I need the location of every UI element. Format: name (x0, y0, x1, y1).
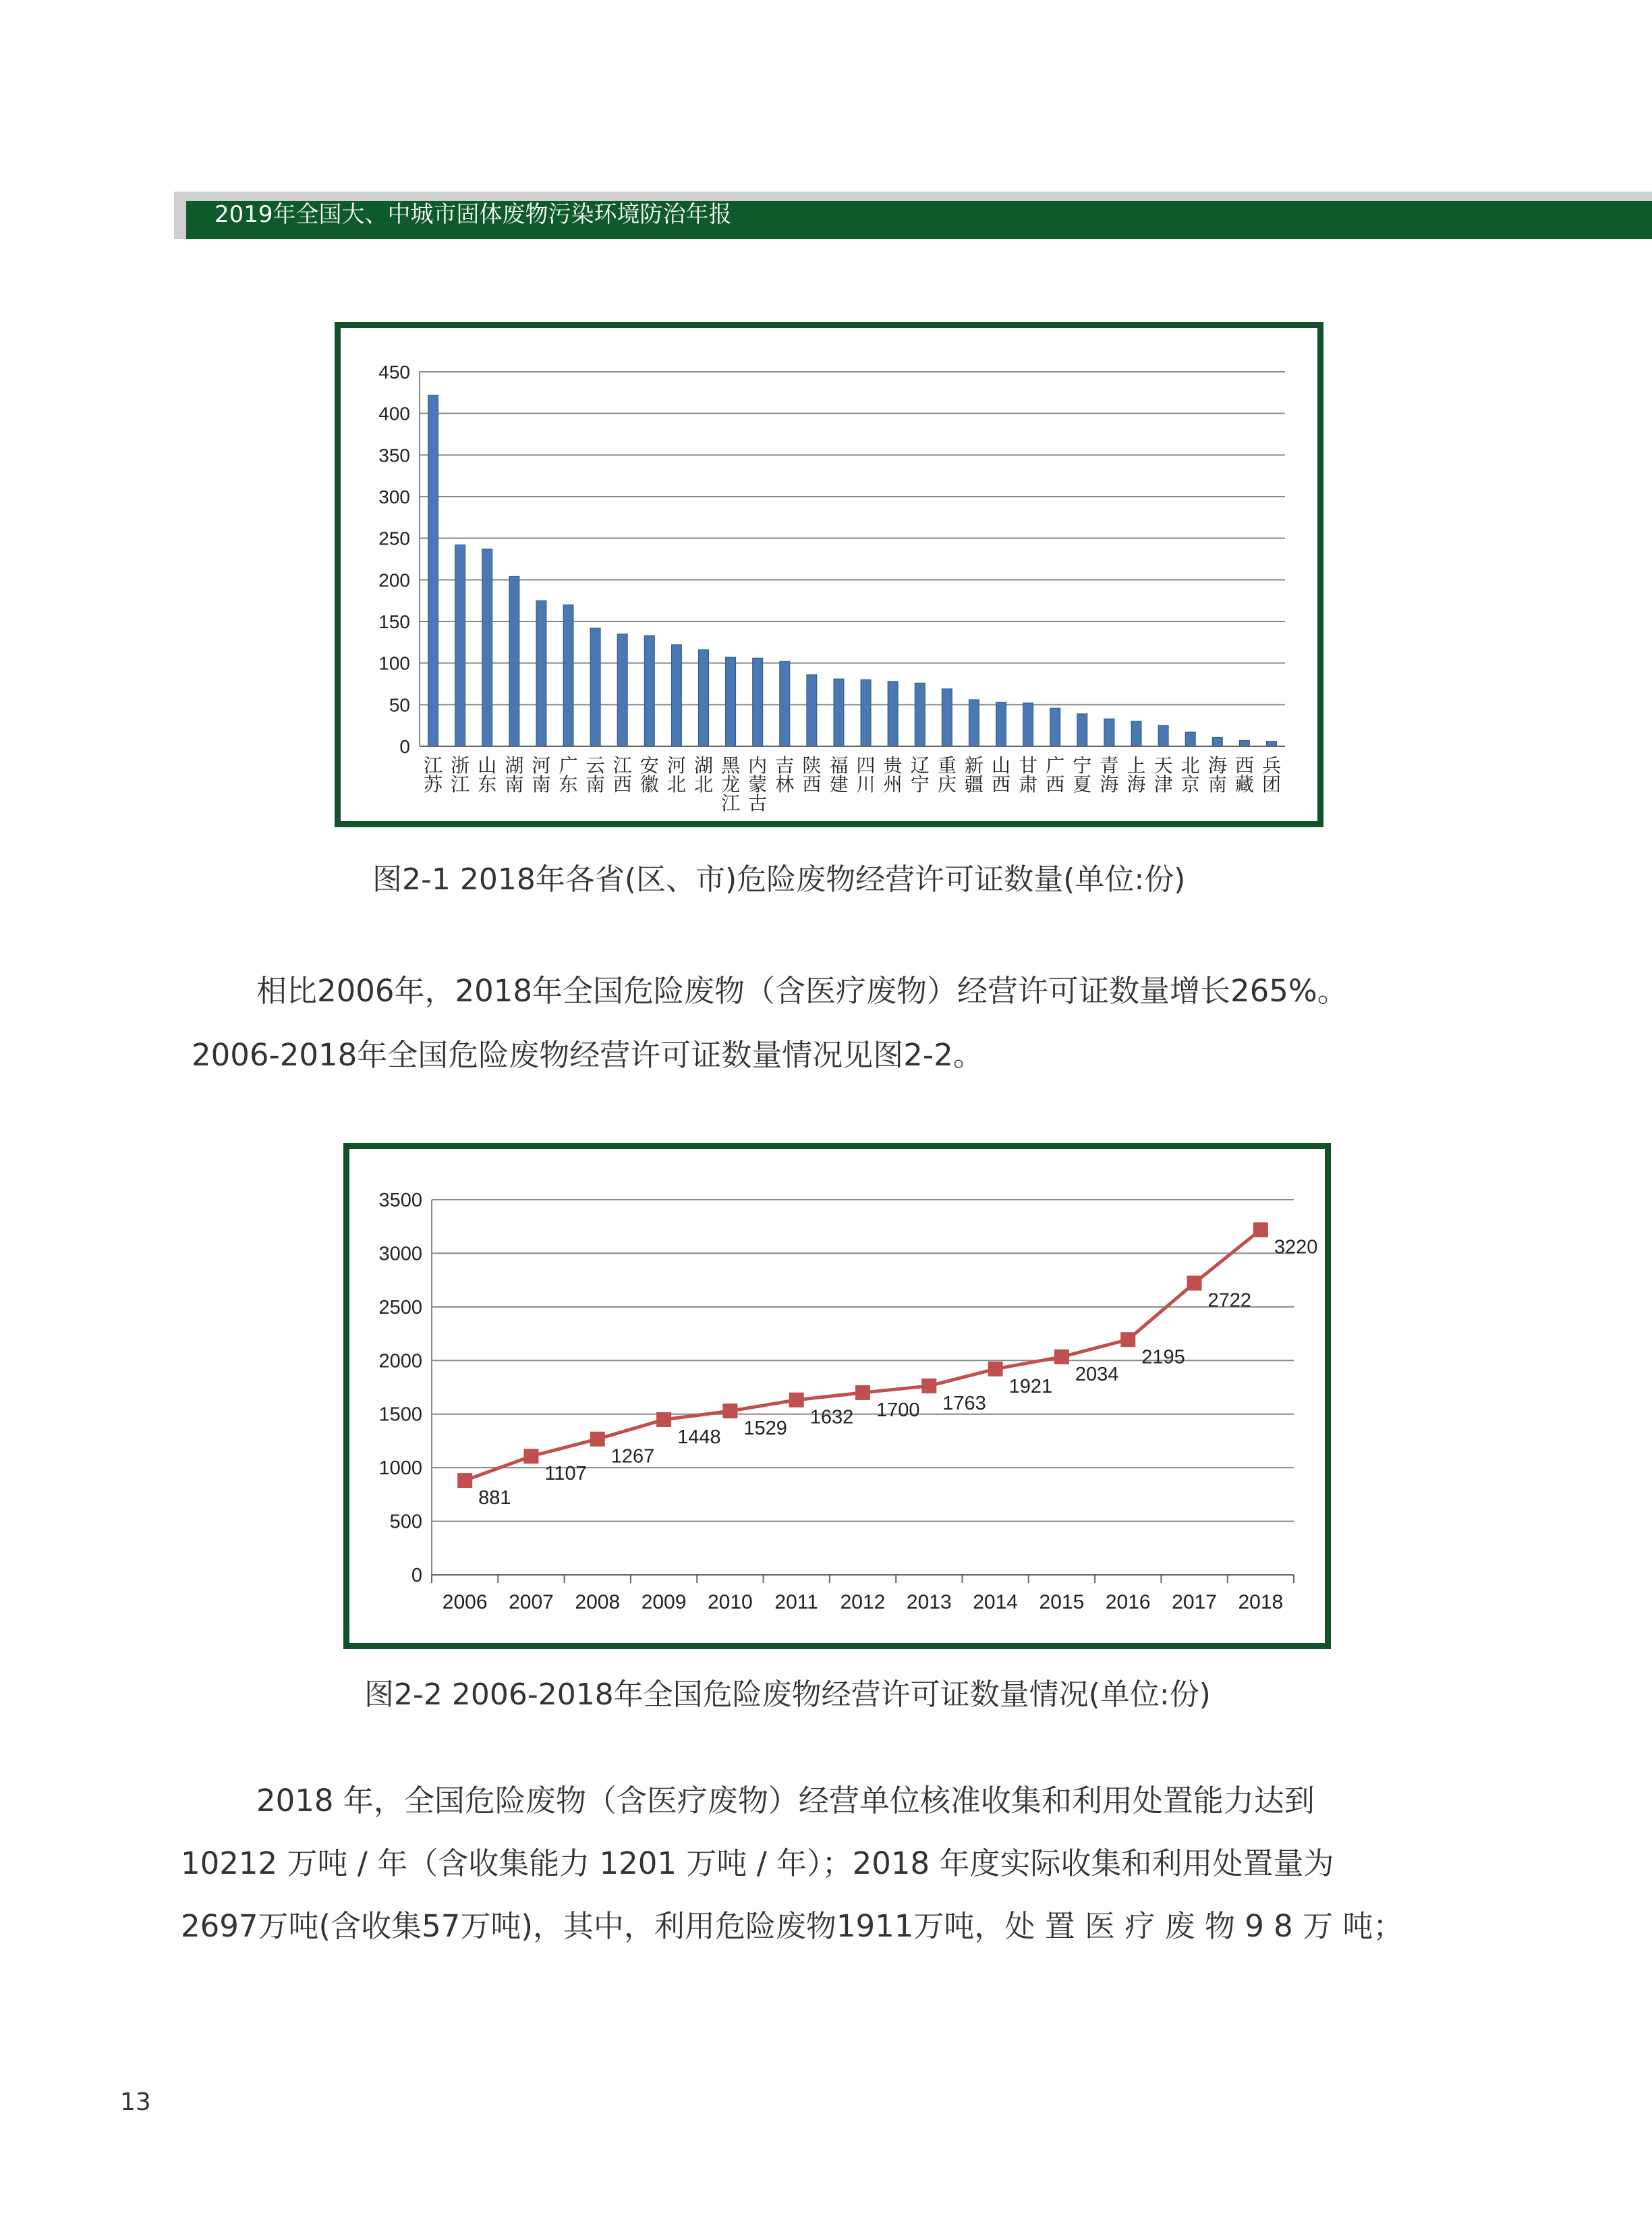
y-tick-label: 500 (389, 1511, 422, 1533)
data-label-2010: 1529 (743, 1418, 787, 1440)
x-tick-label-青海: 青海 (1100, 754, 1119, 796)
data-label-2008: 1267 (610, 1445, 655, 1468)
paragraph-1-line-2: 2006-2018年全国危险废物经营许可证数量情况见图2-2。 (192, 1037, 984, 1073)
bar-山西 (996, 702, 1006, 746)
x-tick-label-河南: 河南 (532, 754, 551, 796)
bar-黑龙江 (726, 657, 736, 746)
y-grid (420, 372, 1285, 746)
bar-江苏 (428, 395, 438, 746)
data-label-2018: 3220 (1274, 1236, 1318, 1258)
bar-上海 (1131, 721, 1141, 746)
bar-浙江 (455, 545, 465, 746)
x-tick-label-2013: 2013 (906, 1591, 952, 1613)
y-tick-label: 400 (378, 403, 410, 424)
x-tick-label-重庆: 重庆 (937, 754, 957, 796)
x-tick-label-上海: 上海 (1127, 754, 1146, 796)
bar-贵州 (888, 681, 898, 746)
y-tick-label: 200 (378, 569, 410, 591)
x-tick-label-海南: 海南 (1207, 754, 1227, 796)
x-tick-label-2012: 2012 (840, 1591, 886, 1613)
x-tick-label-湖南: 湖南 (505, 754, 524, 796)
data-label-2016: 2195 (1141, 1346, 1185, 1368)
x-tick-label-北京: 北京 (1180, 754, 1200, 796)
x-tick-label-兵团: 兵团 (1261, 754, 1281, 796)
x-tick-label-新疆: 新疆 (964, 754, 984, 796)
x-tick-label-江西: 江西 (613, 754, 632, 796)
x-tick-label-辽宁: 辽宁 (910, 754, 930, 796)
data-label-2009: 1448 (677, 1426, 721, 1448)
data-label-2015: 2034 (1075, 1363, 1119, 1385)
y-tick-label: 450 (378, 362, 410, 383)
x-tick-label-内蒙古: 内蒙古 (748, 754, 768, 814)
bar-江西 (617, 634, 627, 747)
x-tick-label-甘肃: 甘肃 (1019, 754, 1038, 796)
data-label-2017: 2722 (1207, 1289, 1252, 1312)
bar-云南 (590, 628, 600, 746)
marker-2006 (457, 1473, 472, 1488)
x-tick-label-2009: 2009 (641, 1591, 687, 1613)
bar-吉林 (780, 661, 790, 746)
y-tick-label: 250 (378, 528, 410, 549)
x-tick-label-河北: 河北 (666, 754, 686, 796)
bar-宁夏 (1077, 714, 1087, 746)
bar-陕西 (807, 675, 817, 746)
bar-湖南 (509, 576, 519, 746)
bar-广西 (1050, 708, 1060, 746)
x-tick-label-广西: 广西 (1046, 754, 1065, 796)
figure-2-1-frame (335, 322, 1323, 827)
bar-河南 (536, 601, 546, 746)
x-tick-label-山西: 山西 (992, 754, 1011, 796)
marker-2013 (921, 1379, 936, 1393)
marker-2007 (523, 1449, 538, 1464)
paragraph-1-line-1: 相比2006年，2018年全国危险废物（含医疗废物）经营许可证数量增长265%。 (256, 973, 1348, 1009)
data-label-2011: 1632 (809, 1406, 854, 1428)
bar-重庆 (942, 689, 952, 746)
x-tick-label-四川: 四川 (856, 754, 876, 796)
bar-四川 (861, 679, 871, 746)
x-tick-label-广东: 广东 (559, 754, 578, 796)
bar-天津 (1158, 725, 1168, 746)
x-tick-label-云南: 云南 (586, 754, 605, 796)
y-tick-label: 2500 (378, 1296, 422, 1318)
figure-2-1-caption: 图2-1 2018年各省(区、市)危险废物经营许可证数量(单位:份) (372, 862, 1186, 897)
bar-新疆 (969, 700, 979, 746)
page-number: 13 (120, 2088, 151, 2116)
x-tick-label-2015: 2015 (1039, 1591, 1085, 1613)
x-tick-label-天津: 天津 (1153, 754, 1173, 796)
y-tick-label: 1500 (378, 1403, 422, 1426)
x-tick-label-2011: 2011 (774, 1591, 818, 1613)
y-tick-label: 3500 (378, 1190, 422, 1211)
x-tick-label-2010: 2010 (708, 1591, 753, 1613)
marker-2008 (590, 1432, 605, 1447)
data-label-2006: 881 (478, 1487, 511, 1509)
x-tick-label-安徽: 安徽 (639, 754, 659, 796)
y-tick-label: 1000 (378, 1457, 422, 1480)
bar-山东 (482, 549, 492, 746)
bar-安徽 (644, 636, 654, 746)
figure-2-2-caption: 图2-2 2006-2018年全国危险废物经营许可证数量情况(单位:份) (364, 1677, 1211, 1712)
marker-2017 (1187, 1276, 1202, 1291)
bar-青海 (1104, 719, 1114, 746)
bar-广东 (563, 605, 573, 746)
figure-2-2-frame (343, 1143, 1331, 1649)
paragraph-2-line-3: 2697万吨(含收集57万吨)，其中，利用危险废物1911万吨，处 置 医 疗 废 物 9 8 万 吨； (181, 1908, 1404, 1944)
x-tick-label-陕西: 陕西 (802, 754, 822, 796)
marker-2012 (855, 1385, 870, 1400)
x-tick-label-宁夏: 宁夏 (1073, 754, 1092, 796)
bar-福建 (834, 679, 844, 746)
x-tick-label-2017: 2017 (1172, 1591, 1217, 1613)
x-tick-label-黑龙江: 黑龙江 (721, 754, 741, 814)
marker-2016 (1120, 1332, 1135, 1347)
x-tick-label-西藏: 西藏 (1234, 754, 1254, 796)
line-chart-2-2 (349, 1149, 1325, 1643)
x-tick-label-2008: 2008 (575, 1591, 621, 1613)
y-tick-label: 100 (378, 652, 410, 674)
x-tick-label-浙江: 浙江 (451, 754, 470, 796)
x-tick-label-2014: 2014 (973, 1591, 1018, 1613)
bar-湖北 (698, 650, 708, 746)
data-label-2013: 1763 (942, 1392, 986, 1414)
bar-北京 (1185, 732, 1195, 746)
x-tick-label-江苏: 江苏 (424, 754, 443, 796)
y-tick-label: 3000 (378, 1243, 422, 1265)
x-tick-label-2018: 2018 (1238, 1591, 1284, 1613)
bar-海南 (1212, 737, 1222, 746)
x-tick-label-贵州: 贵州 (883, 754, 903, 796)
header-bar (174, 192, 1652, 239)
x-tick-label-2006: 2006 (442, 1591, 488, 1613)
x-tick-label-湖北: 湖北 (693, 754, 713, 796)
paragraph-2-line-2: 10212 万吨 / 年（含收集能力 1201 万吨 / 年）；2018 年度实际收集和利用处置量为 (181, 1845, 1334, 1881)
bar-辽宁 (915, 683, 925, 746)
marker-2009 (656, 1412, 671, 1427)
bar-内蒙古 (753, 658, 763, 746)
y-tick-label: 50 (389, 694, 410, 716)
marker-2011 (789, 1393, 804, 1408)
y-tick-label: 2000 (378, 1350, 422, 1372)
marker-2018 (1253, 1222, 1268, 1237)
marker-2010 (722, 1403, 737, 1418)
bar-河北 (671, 645, 681, 746)
y-tick-label: 0 (411, 1565, 422, 1586)
report-title: 2019年全国大、中城市固体废物污染环境防治年报 (215, 201, 732, 228)
bar-甘肃 (1023, 703, 1033, 746)
x-tick-label-山东: 山东 (478, 754, 497, 796)
data-label-2012: 1700 (876, 1399, 920, 1421)
paragraph-2-line-1: 2018 年，全国危险废物（含医疗废物）经营单位核准收集和利用处置能力达到 (256, 1783, 1315, 1818)
marker-2015 (1054, 1349, 1069, 1364)
y-tick-label: 150 (378, 611, 410, 632)
y-tick-label: 0 (399, 736, 410, 757)
x-tick-label-2016: 2016 (1105, 1591, 1151, 1613)
bar-西藏 (1239, 740, 1249, 746)
x-tick-label-2007: 2007 (509, 1591, 554, 1613)
y-tick-label: 300 (378, 486, 410, 507)
data-label-2014: 1921 (1008, 1375, 1053, 1397)
marker-2014 (988, 1362, 1003, 1376)
data-label-2007: 1107 (544, 1463, 587, 1485)
y-tick-label: 350 (378, 445, 410, 466)
bar-兵团 (1266, 742, 1276, 746)
bar-chart-2-1 (341, 328, 1317, 821)
x-tick-label-福建: 福建 (829, 754, 849, 796)
x-tick-label-吉林: 吉林 (775, 754, 795, 796)
